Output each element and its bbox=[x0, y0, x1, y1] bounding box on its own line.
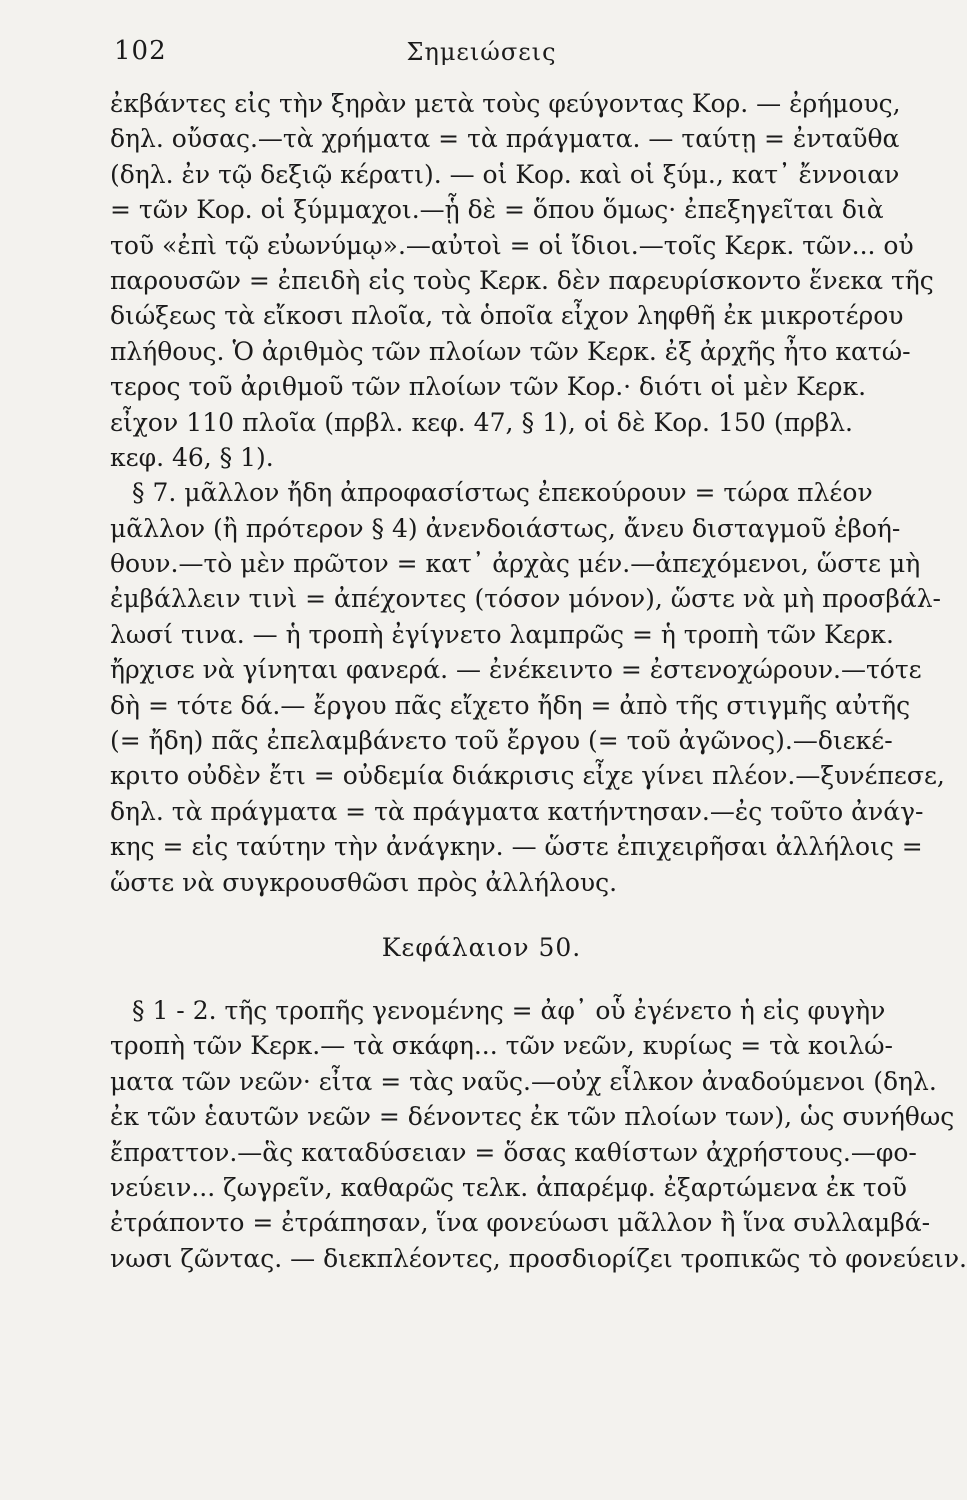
text-line: δηλ. τὰ πράγματα = τὰ πράγματα κατήντησαν.—ἐς τοῦτο ἀνάγ- bbox=[110, 796, 924, 826]
text-line: εἶχον 110 πλοῖα (πρβλ. κεφ. 47, § 1), οἱ δὲ Κορ. 150 (πρβλ. bbox=[110, 407, 853, 437]
text-line: § 7. μᾶλλον ἤδη ἀπροφασίστως ἐπεκούρουν = τώρα πλέον bbox=[132, 478, 873, 508]
text-line: τερος τοῦ ἀριθμοῦ τῶν πλοίων τῶν Κορ.· διότι οἱ μὲν Κερκ. bbox=[110, 372, 867, 402]
text-line: (= ἤδη) πᾶς ἐπελαμβάνετο τοῦ ἔργου (= τοῦ ἀγῶνος).—διεκέ- bbox=[110, 726, 893, 756]
chapter-paragraph bbox=[110, 993, 967, 1276]
text-line: ἐμβάλλειν τινὶ = ἀπέχοντες (τόσον μόνον), ὥστε νὰ μὴ προσβάλ- bbox=[110, 584, 941, 614]
text-line: κης = εἰς ταύτην τὴν ἀνάγκην. — ὥστε ἐπιχειρῆσαι ἀλλήλοις = bbox=[110, 832, 923, 862]
notes-paragraph-1 bbox=[110, 86, 934, 475]
text-line: θουν.—τὸ μὲν πρῶτον = κατ᾽ ἀρχὰς μέν.—ἀπεχόμενοι, ὥστε μὴ bbox=[110, 549, 921, 579]
text-line: νεύειν... ζωγρεῖν, καθαρῶς τελκ. ἀπαρέμφ. ἐξαρτώμενα ἐκ τοῦ bbox=[110, 1172, 907, 1202]
text-line: = τῶν Κορ. οἱ ξύμμαχοι.—ᾗ δὲ = ὅπου ὅμως· ἐπεξηγεῖται διὰ bbox=[110, 195, 884, 225]
chapter-heading: Κεφάλαιον 50. bbox=[381, 932, 582, 962]
text-line: ἐκβάντες εἰς τὴν ξηρὰν μετὰ τοὺς φεύγοντας Κορ. — ἐρήμους, bbox=[110, 89, 901, 118]
text-line: ἐτράποντο = ἐτράπησαν, ἵνα φονεύωσι μᾶλλον ἢ ἵνα συλλαμβά- bbox=[110, 1208, 931, 1238]
text-line: ματα τῶν νεῶν· εἶτα = τὰς ναῦς.—οὐχ εἷλκον ἀναδούμενοι (δηλ. bbox=[110, 1066, 937, 1096]
text-line: ἤρχισε νὰ γίνηται φανερά. — ἐνέκειντο = ἐστενοχώρουν.—τότε bbox=[110, 655, 922, 685]
text-line: δὴ = τότε δά.— ἔργου πᾶς εἴχετο ἤδη = ἀπὸ τῆς στιγμῆς αὐτῆς bbox=[110, 690, 911, 720]
text-line: τροπὴ τῶν Κερκ.— τὰ σκάφη... τῶν νεῶν, κυρίως = τὰ κοιλώ- bbox=[110, 1031, 893, 1061]
text-line: διώξεως τὰ εἴκοσι πλοῖα, τὰ ὁποῖα εἶχον ληφθῆ ἐκ μικροτέρου bbox=[110, 301, 904, 331]
running-title: Σημειώσεις bbox=[406, 38, 557, 66]
text-line: λωσί τινα. — ἡ τροπὴ ἐγίγνετο λαμπρῶς = ἡ τροπὴ τῶν Κερκ. bbox=[110, 619, 894, 649]
text-line: κριτο οὐδὲν ἔτι = οὐδεμία διάκρισις εἶχε γίνει πλέον.—ξυνέπεσε, bbox=[110, 761, 945, 791]
page-header bbox=[110, 30, 853, 86]
text-line: παρουσῶν = ἐπειδὴ εἰς τοὺς Κερκ. δὲν παρευρίσκοντο ἕνεκα τῆς bbox=[110, 265, 934, 295]
text-line: μᾶλλον (ἢ πρότερον § 4) ἀνενδοιάστως, ἄνευ δισταγμοῦ ἐβοή- bbox=[110, 513, 901, 543]
text-line: (δηλ. ἐν τῷ δεξιῷ κέρατι). — οἱ Κορ. καὶ οἱ ξύμ., κατ᾽ ἔννοιαν bbox=[110, 159, 900, 189]
text-line: ὥστε νὰ συγκρουσθῶσι πρὸς ἀλλήλους. bbox=[110, 867, 618, 897]
text-line: νωσι ζῶντας. — διεκπλέοντες, προσδιορίζει τροπικῶς τὸ φονεύειν. bbox=[110, 1243, 967, 1273]
notes-paragraph-2 bbox=[110, 475, 945, 900]
text-line: κεφ. 46, § 1). bbox=[110, 442, 274, 472]
text-line: ἔπραττον.—ἃς καταδύσειαν = ὅσας καθίστων ἀχρήστους.—φο- bbox=[110, 1137, 917, 1167]
text-line: πλήθους. Ὁ ἀριθμὸς τῶν πλοίων τῶν Κερκ. ἐξ ἀρχῆς ἦτο κατώ- bbox=[110, 336, 911, 366]
page-number: 102 bbox=[114, 36, 167, 66]
text-line: τοῦ «ἐπὶ τῷ εὐωνύμῳ».—αὐτοὶ = οἱ ἴδιοι.—τοῖς Κερκ. τῶν... οὐ bbox=[110, 230, 914, 260]
text-line: ἐκ τῶν ἑαυτῶν νεῶν = δένοντες ἐκ τῶν πλοίων των), ὡς συνήθως bbox=[110, 1102, 955, 1132]
text-line: δηλ. οὔσας.—τὰ χρήματα = τὰ πράγματα. — ταύτῃ = ἐνταῦθα bbox=[110, 124, 900, 154]
text-line: § 1 - 2. τῆς τροπῆς γενομένης = ἀφ᾽ οὗ ἐγένετο ἡ εἰς φυγὴν bbox=[132, 995, 886, 1025]
